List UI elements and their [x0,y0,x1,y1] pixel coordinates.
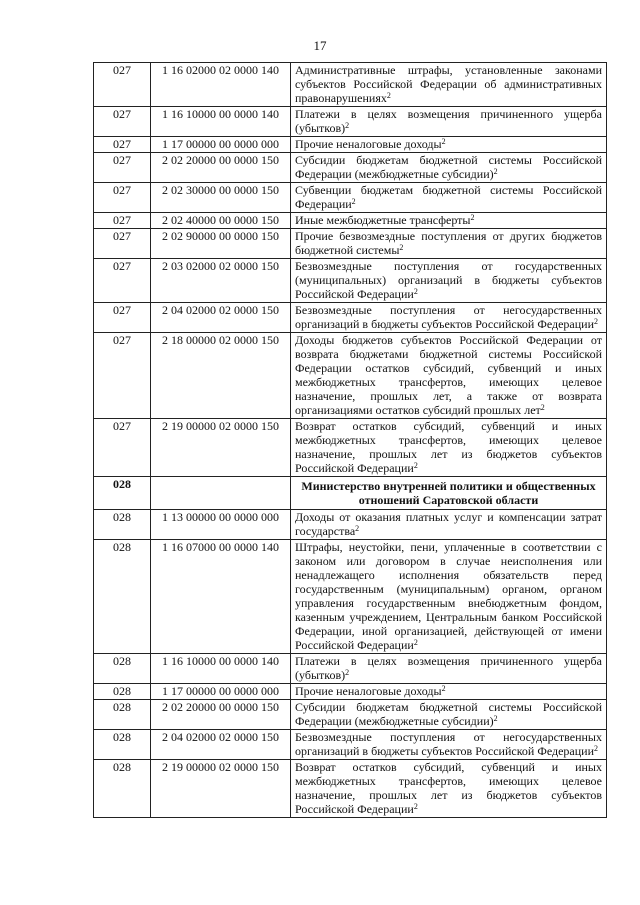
revenue-name-text: Иные межбюджетные трансферты [295,213,471,227]
table-row [94,419,607,477]
section-header-row [94,477,607,510]
footnote-marker: 2 [413,461,418,470]
administrator-code-cell: 028 [94,700,151,730]
revenue-name-text: Прочие неналоговые доходы [295,137,442,151]
revenue-name-cell [291,654,607,684]
revenue-code-cell: 2 04 02000 02 0000 150 [151,730,291,760]
table-row [94,730,607,760]
revenue-name-text: Доходы от оказания платных услуг и компенсации затрат государства [295,510,602,538]
administrator-code-cell: 027 [94,63,151,107]
revenue-name-cell [291,700,607,730]
revenue-code-cell: 2 19 00000 02 0000 150 [151,419,291,477]
revenue-code-cell: 1 17 00000 00 0000 000 [151,684,291,700]
revenue-name-cell [291,684,607,700]
footnote-marker: 2 [399,243,404,252]
revenue-name-text: Субвенции бюджетам бюджетной системы Российской Федерации [295,183,602,211]
revenue-code-cell: 1 16 10000 00 0000 140 [151,654,291,684]
footnote-marker: 2 [441,684,446,693]
revenue-name-text: Штрафы, неустойки, пени, уплаченные в соответствии с законом или договором в случае неисполнения или ненадлежащего исполнения обязательств перед государственным (муниципальным) органом, органом управления государственным внебюджетным фондом, казенным учреждением, Центральным банком Российской Федерации, иной организацией, действующей от имени Российской Федерации [295,540,602,652]
administrator-code-cell: 027 [94,303,151,333]
revenue-name-cell [291,183,607,213]
revenue-name-text: Безвозмездные поступления от негосударственных организаций в бюджеты субъектов Российской Федерации [295,303,602,331]
revenue-name-cell [291,137,607,153]
footnote-marker: 2 [413,802,418,811]
revenue-name-cell [291,63,607,107]
revenue-name-text: Прочие неналоговые доходы [295,684,442,698]
administrator-code-cell: 028 [94,477,151,510]
revenue-name-text: Платежи в целях возмещения причиненного ущерба (убытков) [295,107,602,135]
revenue-name-text: Административные штрафы, установленные законами субъектов Российской Федерации об административных правонарушениях [295,63,602,105]
page-number: 17 [313,38,327,53]
revenue-code-cell: 2 02 20000 00 0000 150 [151,153,291,183]
revenue-name-cell [291,213,607,229]
administrator-code-cell: 028 [94,684,151,700]
revenue-code-cell: 2 18 00000 02 0000 150 [151,333,291,419]
revenue-code-cell: 1 16 02000 02 0000 140 [151,63,291,107]
revenue-name-cell [291,730,607,760]
administrator-code-cell: 027 [94,107,151,137]
administrator-code-cell: 027 [94,419,151,477]
revenue-code-cell: 2 19 00000 02 0000 150 [151,760,291,818]
table-row [94,654,607,684]
revenue-name-text: Прочие безвозмездные поступления от других бюджетов бюджетной системы [295,229,602,257]
revenue-name-cell [291,107,607,137]
footnote-marker: 2 [413,287,418,296]
table-row [94,760,607,818]
revenue-name-cell [291,510,607,540]
administrator-code-cell: 027 [94,153,151,183]
revenue-name-text: Платежи в целях возмещения причиненного ущерба (убытков) [295,654,602,682]
revenue-name-cell [291,259,607,303]
administrator-code-cell: 027 [94,137,151,153]
revenue-code-cell: 2 02 20000 00 0000 150 [151,700,291,730]
table-row [94,153,607,183]
table-row [94,684,607,700]
revenue-code-cell: 2 02 30000 00 0000 150 [151,183,291,213]
revenue-name-cell [291,153,607,183]
table-row [94,229,607,259]
footnote-marker: 2 [386,91,391,100]
administrator-code-cell: 027 [94,333,151,419]
revenue-name-text: Субсидии бюджетам бюджетной системы Российской Федерации (межбюджетные субсидии) [295,700,602,728]
revenue-name-cell [291,477,607,510]
footnote-marker: 2 [345,668,350,677]
administrator-code-cell: 027 [94,259,151,303]
footnote-marker: 2 [470,213,475,222]
revenue-name-text: Доходы бюджетов субъектов Российской Федерации от возврата бюджетами бюджетной системы Российской Федерации остатков субсидий, субвенций и иных межбюджетных трансфертов, имеющих целевое назначение, прошлых лет, а также от возврата организациями остатков субсидий прошлых лет [295,333,602,417]
table-body [94,63,607,818]
table-row [94,213,607,229]
table-row [94,107,607,137]
revenue-name-text: Возврат остатков субсидий, субвенций и иных межбюджетных трансфертов, имеющих целевое назначение, прошлых лет из бюджетов субъектов Российской Федерации [295,419,602,475]
table-row [94,63,607,107]
administrator-code-cell: 028 [94,760,151,818]
revenue-name-text: Возврат остатков субсидий, субвенций и иных межбюджетных трансфертов, имеющих целевое назначение, прошлых лет из бюджетов субъектов Российской Федерации [295,760,602,816]
revenue-name-cell [291,229,607,259]
table-row [94,137,607,153]
footnote-marker: 2 [594,744,599,753]
table-row [94,303,607,333]
revenue-codes-table [93,62,607,818]
revenue-code-cell: 2 02 90000 00 0000 150 [151,229,291,259]
table-row [94,259,607,303]
revenue-name-cell [291,419,607,477]
revenue-code-cell [151,477,291,510]
administrator-code-cell: 028 [94,730,151,760]
footnote-marker: 2 [493,714,498,723]
revenue-code-cell: 2 04 02000 02 0000 150 [151,303,291,333]
revenue-name-text: Безвозмездные поступления от негосударственных организаций в бюджеты субъектов Российской Федерации [295,730,602,758]
footnote-marker: 2 [355,524,360,533]
footnote-marker: 2 [540,403,545,412]
revenue-name-cell [291,760,607,818]
revenue-code-cell: 1 16 10000 00 0000 140 [151,107,291,137]
revenue-name-text: Безвозмездные поступления от государственных (муниципальных) организаций в бюджеты субъектов Российской Федерации [295,259,602,301]
revenue-name-cell [291,540,607,654]
administrator-code-cell: 027 [94,183,151,213]
administrator-code-cell: 028 [94,510,151,540]
revenue-name-text: Министерство внутренней политики и общественных отношений Саратовской области [301,479,596,507]
revenue-code-cell: 1 16 07000 00 0000 140 [151,540,291,654]
revenue-code-cell: 1 13 00000 00 0000 000 [151,510,291,540]
revenue-code-cell: 1 17 00000 00 0000 000 [151,137,291,153]
table-row [94,510,607,540]
footnote-marker: 2 [441,137,446,146]
revenue-name-cell [291,303,607,333]
table-row [94,540,607,654]
administrator-code-cell: 027 [94,229,151,259]
revenue-code-cell: 2 02 40000 00 0000 150 [151,213,291,229]
footnote-marker: 2 [345,121,350,130]
table-row [94,333,607,419]
revenue-code-cell: 2 03 02000 02 0000 150 [151,259,291,303]
footnote-marker: 2 [351,197,356,206]
footnote-marker: 2 [493,167,498,176]
revenue-name-text: Субсидии бюджетам бюджетной системы Российской Федерации (межбюджетные субсидии) [295,153,602,181]
administrator-code-cell: 028 [94,654,151,684]
administrator-code-cell: 027 [94,213,151,229]
revenue-name-cell [291,333,607,419]
footnote-marker: 2 [594,317,599,326]
footnote-marker: 2 [413,638,418,647]
administrator-code-cell: 028 [94,540,151,654]
table-row [94,700,607,730]
table-row [94,183,607,213]
